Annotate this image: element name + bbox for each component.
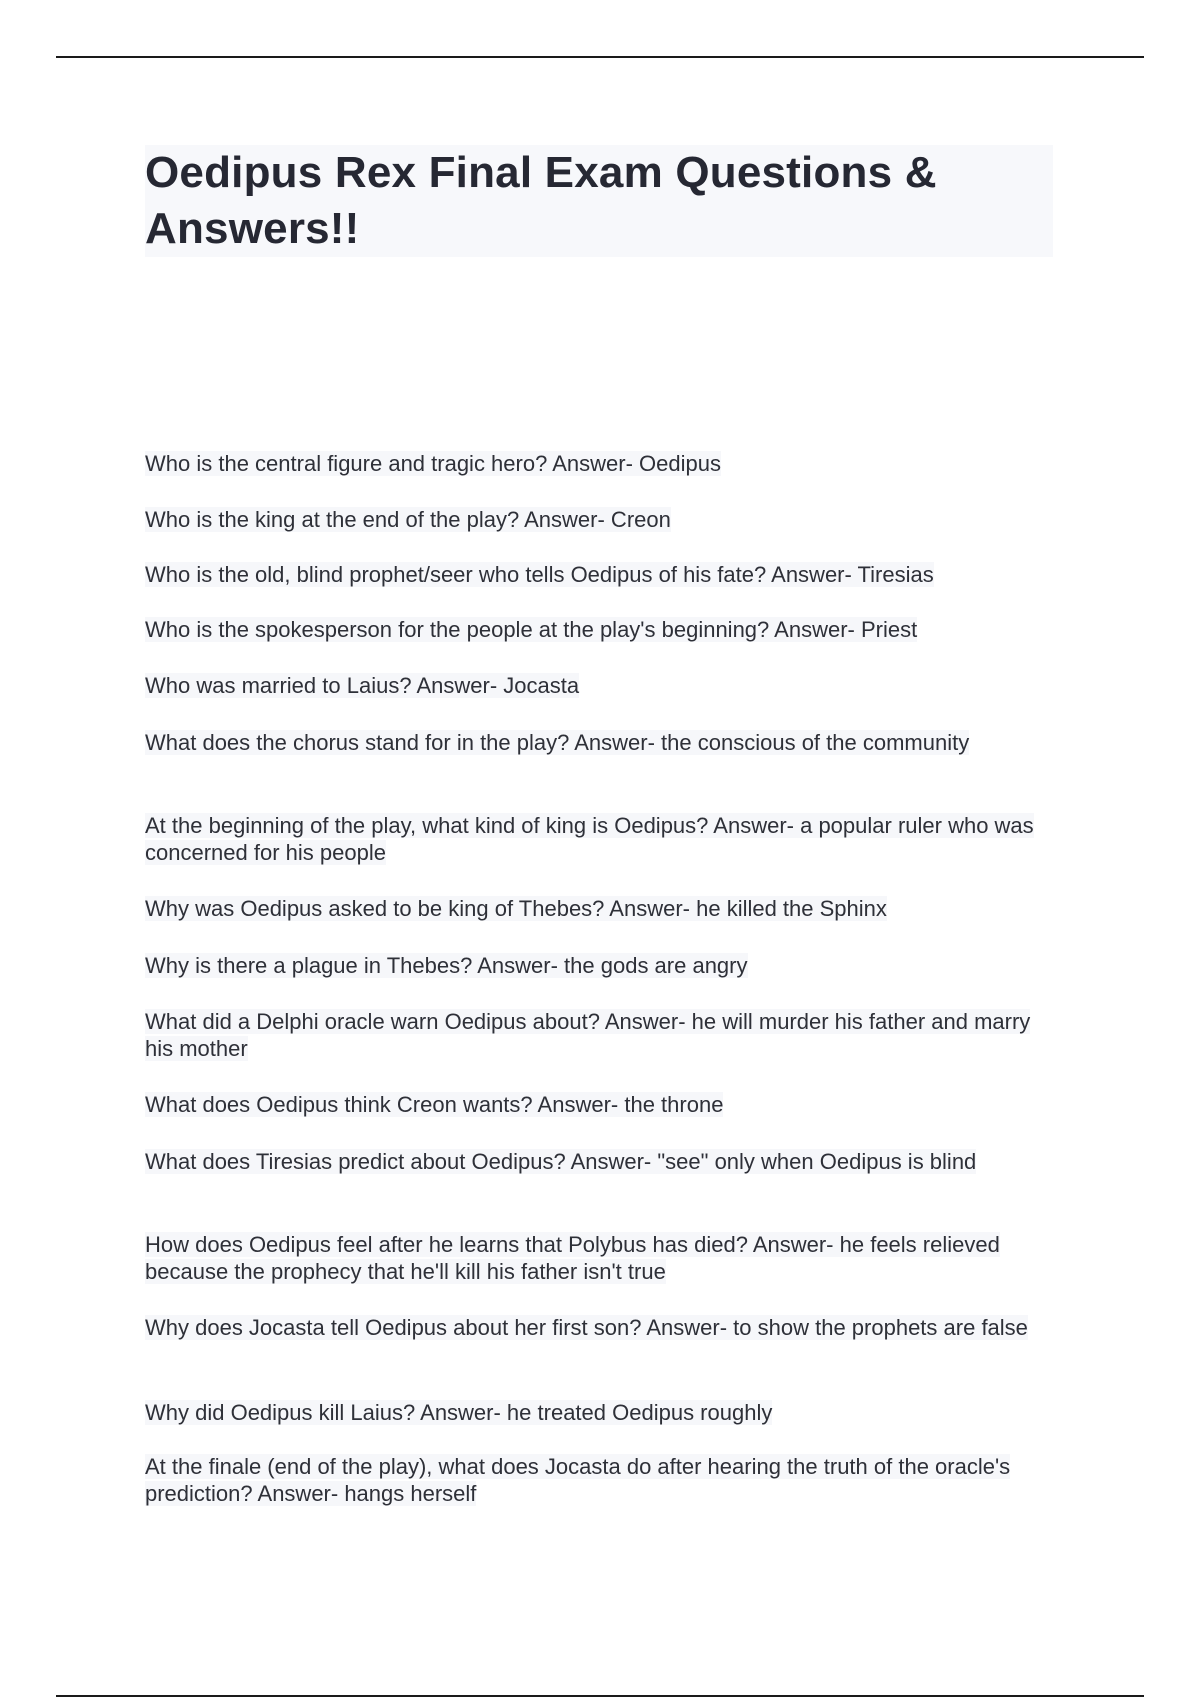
qa-text: Who is the spokesperson for the people at the play's beginning? Answer- Priest xyxy=(145,617,918,642)
qa-text: Who was married to Laius? Answer- Jocasta xyxy=(145,673,580,698)
top-rule xyxy=(56,56,1144,58)
qa-item xyxy=(145,729,1045,756)
qa-text: At the beginning of the play, what kind of king is Oedipus? Answer- a popular ruler who was concerned for his people xyxy=(145,813,1034,865)
bottom-rule xyxy=(56,1695,1144,1697)
qa-text: Who is the king at the end of the play? Answer- Creon xyxy=(145,507,671,532)
qa-item xyxy=(145,1148,1045,1175)
qa-item xyxy=(145,895,1045,922)
qa-item xyxy=(145,616,1045,643)
qa-text: How does Oedipus feel after he learns that Polybus has died? Answer- he feels relieved because the prophecy that he'll kill his father isn't true xyxy=(145,1232,1000,1284)
qa-item xyxy=(145,1008,1045,1062)
qa-text: Why does Jocasta tell Oedipus about her first son? Answer- to show the prophets are false xyxy=(145,1315,1028,1340)
page-title: Oedipus Rex Final Exam Questions & Answers!! xyxy=(145,148,937,253)
qa-item xyxy=(145,1091,1045,1118)
qa-item xyxy=(145,1314,1045,1341)
qa-item xyxy=(145,672,1045,699)
qa-text: What does Oedipus think Creon wants? Answer- the throne xyxy=(145,1092,724,1117)
qa-text: What does the chorus stand for in the play? Answer- the conscious of the community xyxy=(145,730,970,755)
qa-item xyxy=(145,1231,1045,1285)
qa-text: At the finale (end of the play), what does Jocasta do after hearing the truth of the oracle's prediction? Answer- hangs herself xyxy=(145,1454,1011,1506)
qa-item xyxy=(145,450,1045,477)
qa-text: What does Tiresias predict about Oedipus? Answer- "see" only when Oedipus is blind xyxy=(145,1149,977,1174)
qa-text: Why was Oedipus asked to be king of Thebes? Answer- he killed the Sphinx xyxy=(145,896,887,921)
qa-item xyxy=(145,506,1045,533)
qa-item xyxy=(145,1399,1045,1426)
qa-text: Why did Oedipus kill Laius? Answer- he treated Oedipus roughly xyxy=(145,1400,773,1425)
qa-item xyxy=(145,952,1045,979)
qa-item xyxy=(145,812,1045,866)
qa-text: Who is the central figure and tragic hero? Answer- Oedipus xyxy=(145,451,721,476)
qa-text: Who is the old, blind prophet/seer who tells Oedipus of his fate? Answer- Tiresias xyxy=(145,562,934,587)
qa-item xyxy=(145,561,1045,588)
qa-text: What did a Delphi oracle warn Oedipus about? Answer- he will murder his father and marry his mother xyxy=(145,1009,1031,1061)
title-block xyxy=(145,145,1053,257)
qa-text: Why is there a plague in Thebes? Answer- the gods are angry xyxy=(145,953,748,978)
qa-item xyxy=(145,1453,1045,1507)
